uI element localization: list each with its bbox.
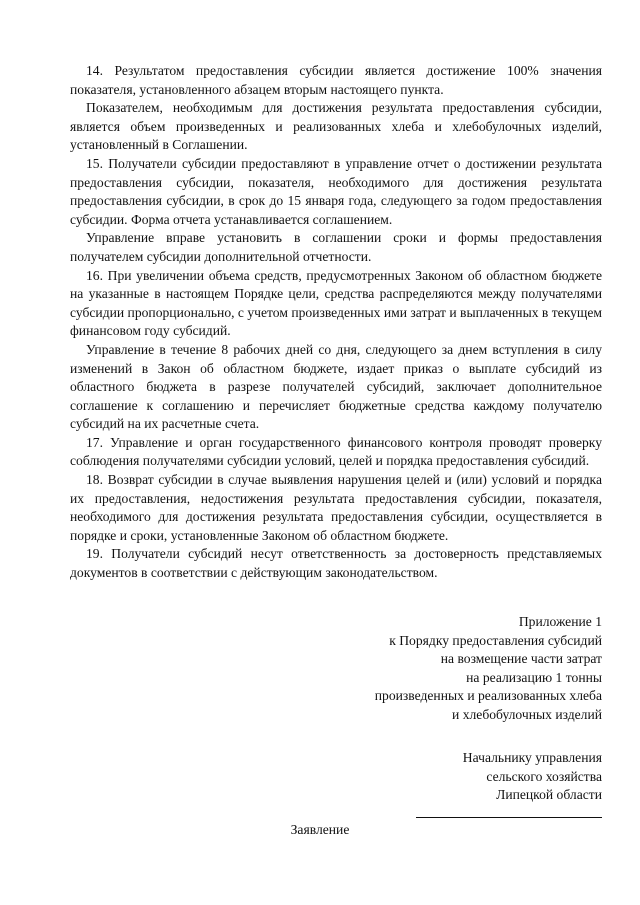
addressee-block: [282, 749, 602, 823]
appendix-line: на реализацию 1 тонны: [466, 669, 602, 685]
paragraph-19: 19. Получатели субсидий несут ответственность за достоверность представляемых документов в соответствии с действующим законодательством.: [70, 546, 602, 581]
addressee-line: Начальнику управления: [462, 750, 602, 765]
addressee-line: Липецкой области: [496, 787, 602, 803]
appendix-header: [282, 613, 602, 725]
appendix-line: Приложение 1: [518, 614, 602, 629]
appendix-line: на возмещение части затрат: [440, 651, 602, 667]
statement-title: Заявление: [290, 822, 350, 837]
paragraph-16-order: Управление в течение 8 рабочих дней со дня, следующего за днем вступления в силу изменений в Закон об областном бюджете, издает приказ о выплате субсидий из областного бюджета в разрезе получателей субсидий, заключает дополнительное соглашение к соглашению и перечисляет бюджетные средства каждому получателю субсидий на их расчетные счета.: [70, 341, 602, 432]
appendix-line: и хлебобулочных изделий: [452, 706, 602, 722]
appendix-line: произведенных и реализованных хлеба: [374, 688, 602, 704]
paragraph-15-reporting: Управление вправе установить в соглашении сроки и формы предоставления получателем субсидии дополнительной отчетности.: [70, 230, 602, 264]
paragraph-16: 16. При увеличении объема средств, предусмотренных Законом об областном бюджете на указанные в настоящем Порядке цели, средства распределяются между получателями субсидии пропорционально, с учетом произведенных ими затрат и выплаченных в текущем финансовом году субсидий.: [70, 267, 603, 339]
paragraph-15: 15. Получатели субсидии предоставляют в управление отчет о достижении результата предоставления субсидии, показателя, необходимого для достижения результата предоставления субсидии, в срок до 15 января года, следующего за годом предоставления субсидии. Форма отчета устанавливается соглашением.: [70, 155, 602, 227]
paragraph-18: 18. Возврат субсидии в случае выявления нарушения целей и (или) условий и порядка их предоставления, недостижения результата предоставления субсидии, показателя, необходимого для достижения результата предоставления субсидии, осуществляется в порядке и сроки, установленные Законом об областном бюджете.: [70, 472, 602, 543]
paragraph-14: 14. Результатом предоставления субсидии является достижение 100% значения показателя, установленного абзацем вторым настоящего пункта.: [70, 63, 602, 97]
paragraph-17: 17. Управление и орган государственного финансового контроля проводят проверку соблюдения получателями субсидии условий, целей и порядка предоставления субсидий.: [70, 434, 602, 469]
paragraph-14-indicator: Показателем, необходимым для достижения результата предоставления субсидии, является объем произведенных и реализованных хлеба и хлебобулочных изделий, установленный в Соглашении.: [70, 100, 602, 153]
appendix-line: к Порядку предоставления субсидий: [389, 632, 602, 648]
blank-line: [416, 805, 602, 818]
document-body: [70, 62, 602, 583]
addressee-line: сельского хозяйства: [486, 768, 602, 784]
